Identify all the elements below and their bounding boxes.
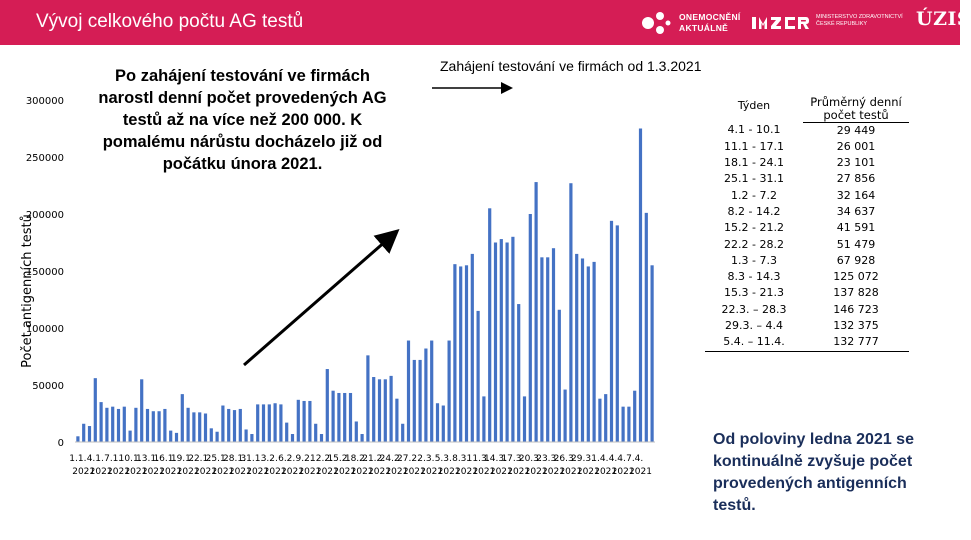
- x-tick-label: 1.1.: [69, 454, 87, 464]
- bar: [169, 431, 172, 442]
- bar: [216, 432, 219, 442]
- x-tick-label: 4.4.: [608, 454, 626, 464]
- bar: [529, 214, 532, 442]
- bar: [129, 431, 132, 442]
- bar: [569, 183, 572, 442]
- x-tick-label: 4.1.: [86, 454, 104, 464]
- week-cell: 15.2 - 21.2: [724, 221, 784, 235]
- x-tick-label: 2021: [385, 467, 409, 477]
- x-tick-label: 17.3.: [501, 454, 525, 464]
- bar: [465, 265, 468, 442]
- bar: [593, 262, 596, 442]
- bar: [540, 257, 543, 442]
- bar: [134, 408, 137, 442]
- bar: [627, 407, 630, 442]
- table-row: [705, 285, 909, 301]
- bar: [349, 393, 352, 442]
- bar: [163, 409, 166, 442]
- average-cell: 137 828: [833, 286, 879, 300]
- x-tick-label: 2021: [246, 467, 270, 477]
- bar: [355, 421, 358, 442]
- bar: [181, 394, 184, 442]
- bar: [633, 391, 636, 442]
- y-tick-label: 100000: [25, 324, 64, 335]
- x-tick-label: 9.2.: [295, 454, 313, 464]
- bar: [82, 424, 85, 442]
- y-tick-label: 300000: [25, 96, 64, 107]
- week-cell: 8.2 - 14.2: [727, 204, 781, 218]
- average-cell: 51 479: [836, 237, 876, 251]
- average-cell: 23 101: [836, 156, 876, 170]
- x-tick-label: 2021: [176, 467, 200, 477]
- x-tick-label: 20.3.: [518, 454, 542, 464]
- x-tick-label: 11.3.: [466, 454, 490, 464]
- table-row: [705, 155, 909, 171]
- annotation-main-text: Po zahájení testování ve firmách narostl denní počet provedených AG testů až na více než 200 000. K pomalému nárůstu docházelo již od počátku února 2021.: [98, 67, 387, 173]
- x-tick-label: 3.2.: [260, 454, 278, 464]
- x-tick-label: 29.3.: [571, 454, 594, 464]
- bar: [645, 213, 648, 442]
- table-row: [705, 302, 909, 318]
- x-tick-label: 2021: [420, 467, 444, 477]
- x-tick-label: 7.1.: [104, 454, 122, 464]
- average-cell: 26 001: [836, 139, 876, 153]
- bar: [419, 360, 422, 442]
- bar: [88, 426, 91, 442]
- x-tick-label: 6.2.: [278, 454, 296, 464]
- x-tick-label: 15.2.: [327, 454, 351, 464]
- bar: [245, 429, 248, 442]
- bar: [204, 414, 207, 443]
- bar: [192, 412, 195, 442]
- x-tick-label: 2021: [524, 467, 548, 477]
- y-tick-label: 0: [57, 438, 64, 449]
- x-tick-label: 14.3.: [484, 454, 507, 464]
- bar: [488, 208, 491, 442]
- bar: [390, 376, 393, 442]
- x-tick-label: 22.1.: [188, 454, 212, 464]
- bar: [175, 433, 178, 442]
- bars: [76, 129, 653, 443]
- x-tick-label: 2021: [507, 467, 531, 477]
- bar: [279, 404, 282, 442]
- bar: [210, 428, 213, 442]
- bar: [500, 239, 503, 442]
- bar: [622, 407, 625, 442]
- bar: [442, 406, 445, 442]
- bar: [198, 412, 201, 442]
- average-cell: 27 856: [836, 172, 876, 186]
- bar: [308, 401, 311, 442]
- bar: [146, 409, 149, 442]
- bar: [274, 403, 277, 442]
- x-tick-label: 5.3.: [434, 454, 452, 464]
- week-cell: 1.2 - 7.2: [731, 188, 777, 202]
- x-tick-label: 24.2.: [379, 454, 403, 464]
- x-tick-label: 2021: [194, 467, 217, 477]
- x-tick-label: 13.1.: [136, 454, 159, 464]
- x-tick-label: 2021: [315, 467, 339, 477]
- bar: [187, 408, 190, 442]
- bar: [152, 411, 155, 442]
- bar: [314, 424, 317, 442]
- x-tick-label: 19.1.: [170, 454, 194, 464]
- week-cell: 22.2 - 28.2: [724, 237, 784, 251]
- x-tick-label: 31.1.: [240, 454, 264, 464]
- bar: [285, 423, 288, 442]
- mzcr-logo-text: MINISTERSTVO ZDRAVOTNICTVÍ ČESKÉ REPUBLIKY: [816, 14, 903, 27]
- bar: [123, 407, 126, 442]
- week-cell: 4.1 - 10.1: [727, 123, 781, 137]
- x-tick-label: 2021: [107, 467, 130, 477]
- bar: [401, 424, 404, 442]
- average-cell: 32 164: [836, 188, 876, 202]
- week-cell: 15.3 - 21.3: [724, 286, 784, 300]
- bar: [535, 182, 538, 442]
- week-cell: 25.1 - 31.1: [724, 172, 784, 186]
- mzcr-logo-icon: [752, 15, 810, 31]
- bar: [639, 129, 642, 443]
- x-tick-label: 2021: [402, 467, 426, 477]
- x-tick-label: 8.3.: [452, 454, 470, 464]
- x-tick-label: 2021: [542, 467, 565, 477]
- uzis-logo: ÚZIS: [916, 8, 971, 30]
- bar: [378, 379, 381, 442]
- x-tick-label: 2021: [72, 467, 96, 477]
- bar: [343, 393, 346, 442]
- x-tick-label: 2021: [437, 467, 461, 477]
- bar: [471, 254, 474, 442]
- bar: [100, 402, 103, 442]
- x-tick-label: 12.2.: [310, 454, 333, 464]
- annotation-top-text: Zahájení testování ve firmách od 1.3.2021: [440, 58, 702, 74]
- x-tick-label: 2021: [159, 467, 183, 477]
- bar: [227, 409, 230, 442]
- bar: [337, 393, 340, 442]
- bar: [105, 408, 108, 442]
- x-axis: [69, 442, 655, 477]
- table-row: [705, 139, 909, 155]
- average-cell: 41 591: [836, 221, 876, 235]
- bar: [564, 390, 567, 442]
- bar: [361, 434, 364, 442]
- x-tick-label: 2021: [298, 467, 322, 477]
- week-cell: 18.1 - 24.1: [724, 156, 784, 170]
- y-tick-label: 250000: [25, 153, 64, 164]
- x-tick-label: 2021: [333, 467, 357, 477]
- bar: [523, 396, 526, 442]
- bar: [424, 349, 427, 442]
- x-tick-label: 28.1.: [223, 454, 246, 464]
- x-tick-label: 2021: [89, 467, 113, 477]
- average-cell: 132 375: [833, 319, 879, 333]
- average-cell: 146 723: [833, 302, 879, 316]
- week-cell: 1.3 - 7.3: [731, 253, 777, 267]
- table-row: [705, 318, 909, 334]
- bar: [575, 254, 578, 442]
- table-row: [705, 188, 909, 204]
- bar: [546, 257, 549, 442]
- x-tick-label: 2021: [281, 467, 304, 477]
- bar: [610, 221, 613, 442]
- x-tick-label: 7.4.: [626, 454, 644, 464]
- y-tick-label: 50000: [32, 381, 64, 392]
- x-tick-label: 2021: [228, 467, 252, 477]
- week-cell: 5.4. – 11.4.: [705, 334, 803, 351]
- x-tick-label: 27.2.: [397, 454, 420, 464]
- table-header-average: Průměrný denní počet testů: [803, 84, 909, 122]
- x-tick-label: 10.1.: [118, 454, 142, 464]
- y-tick-label: 150000: [25, 267, 64, 278]
- bar: [482, 396, 485, 442]
- average-cell: 132 777: [803, 334, 909, 351]
- average-cell: 125 072: [833, 270, 879, 284]
- x-tick-label: 2021: [263, 467, 287, 477]
- bar: [332, 391, 335, 442]
- bar: [297, 400, 300, 442]
- bar: [111, 407, 114, 442]
- x-tick-label: 2021: [124, 467, 148, 477]
- bar: [413, 360, 416, 442]
- bar: [303, 401, 306, 442]
- x-tick-label: 2021: [472, 467, 496, 477]
- bar: [268, 404, 271, 442]
- bar: [326, 369, 329, 442]
- x-tick-label: 2021: [211, 467, 235, 477]
- table-row: [705, 253, 909, 269]
- y-axis: [20, 96, 64, 449]
- average-cell: 67 928: [836, 253, 876, 267]
- bar: [94, 378, 97, 442]
- bar: [221, 406, 224, 442]
- bar: [477, 311, 480, 442]
- table-row: [705, 220, 909, 236]
- page-title: Vývoj celkového počtu AG testů: [36, 11, 304, 32]
- table-row: [705, 237, 909, 253]
- table-row: [705, 334, 909, 351]
- bar: [552, 248, 555, 442]
- table-row: [705, 204, 909, 220]
- x-tick-label: 2021: [611, 467, 635, 477]
- bar: [233, 410, 236, 442]
- bar: [117, 409, 120, 442]
- bar: [239, 409, 242, 442]
- bar: [140, 379, 143, 442]
- bar: [256, 404, 259, 442]
- bar: [558, 310, 561, 442]
- average-cell: 29 449: [836, 123, 876, 137]
- table-row: [705, 122, 909, 139]
- y-tick-label: 200000: [25, 210, 64, 221]
- x-tick-label: 2021: [594, 467, 618, 477]
- x-tick-label: 1.4.: [591, 454, 609, 464]
- y-axis-label: Počet antigenních testů: [20, 214, 35, 368]
- trend-arrow: [244, 233, 395, 365]
- bar: [407, 341, 410, 442]
- bar: [436, 403, 439, 442]
- x-tick-label: 2021: [350, 467, 374, 477]
- bar: [372, 377, 375, 442]
- onemocneni-logo-text: ONEMOCNĚNÍ AKTUÁLNĚ: [679, 12, 741, 33]
- week-cell: 29.3. – 4.4: [725, 319, 783, 333]
- x-tick-label: 2021: [141, 467, 165, 477]
- x-tick-label: 26.3.: [553, 454, 577, 464]
- bar: [651, 265, 654, 442]
- x-tick-label: 23.3.: [536, 454, 560, 464]
- bar: [320, 434, 323, 442]
- bar: [616, 225, 619, 442]
- bar: [250, 434, 253, 442]
- table-header-week: Týden: [737, 99, 771, 112]
- bar: [453, 264, 456, 442]
- week-cell: 22.3. – 28.3: [721, 302, 787, 316]
- average-cell: 34 637: [836, 204, 876, 218]
- x-tick-label: 2021: [455, 467, 478, 477]
- bar: [430, 341, 433, 442]
- bar: [494, 243, 497, 443]
- header-bar: [0, 0, 971, 45]
- x-tick-label: 18.2.: [344, 454, 368, 464]
- weekly-average-table: [705, 84, 909, 352]
- week-cell: 8.3 - 14.3: [727, 270, 781, 284]
- x-tick-label: 2021: [629, 467, 652, 477]
- x-tick-label: 21.2.: [362, 454, 386, 464]
- bar: [448, 341, 451, 442]
- bar: [581, 258, 584, 442]
- bar: [291, 434, 294, 442]
- table-row: [705, 171, 909, 187]
- bar: [506, 243, 509, 443]
- x-tick-label: 2.3.: [417, 454, 435, 464]
- bar: [384, 379, 387, 442]
- bar: [459, 266, 462, 442]
- bar: [158, 411, 161, 442]
- x-tick-label: 2021: [489, 467, 513, 477]
- x-tick-label: 2021: [576, 467, 600, 477]
- week-cell: 11.1 - 17.1: [724, 139, 784, 153]
- bar: [76, 436, 79, 442]
- bar: [262, 404, 265, 442]
- x-tick-label: 16.1.: [153, 454, 177, 464]
- x-tick-label: 2021: [559, 467, 583, 477]
- bar: [395, 399, 398, 442]
- bar: [598, 399, 601, 442]
- bottom-note: Od poloviny ledna 2021 se kontinuálně zvyšuje počet provedených antigenních testů.: [713, 431, 914, 514]
- table-row: [705, 269, 909, 285]
- bar: [587, 266, 590, 442]
- onemocneni-logo-icon: [641, 10, 671, 36]
- bar: [366, 355, 369, 442]
- x-tick-label: 2021: [368, 467, 391, 477]
- bar: [604, 394, 607, 442]
- bar: [517, 304, 520, 442]
- x-tick-label: 25.1.: [205, 454, 229, 464]
- bar: [511, 237, 514, 442]
